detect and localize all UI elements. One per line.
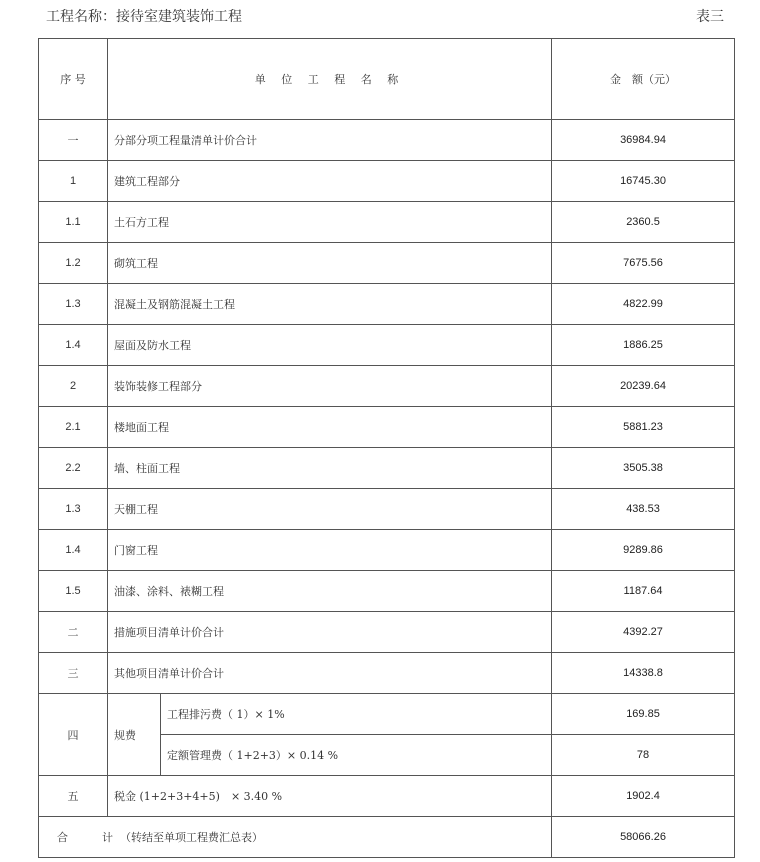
table-row — [39, 202, 735, 243]
fees-no: 四 — [39, 694, 108, 776]
tax-name: 税金 (1+2+3+4+5) × 3.40 % — [108, 776, 552, 817]
row-amount: 438.53 — [552, 489, 735, 530]
project-title: 工程名称：接待室建筑装饰工程 — [46, 9, 242, 25]
row-name: 措施项目清单计价合计 — [108, 612, 552, 653]
table-row — [39, 161, 735, 202]
header-name: 单 位 工 程 名 称 — [108, 39, 552, 120]
row-amount: 1886.25 — [552, 325, 735, 366]
total-label-a: 合 — [57, 831, 68, 844]
row-name: 天棚工程 — [108, 489, 552, 530]
fee-item-name: 定额管理费（ 1+2+3）× 0.14 % — [161, 735, 552, 776]
header-amount: 金 额（元） — [552, 39, 735, 120]
row-amount: 4392.27 — [552, 612, 735, 653]
row-amount: 3505.38 — [552, 448, 735, 489]
row-amount: 36984.94 — [552, 120, 735, 161]
row-no: 1.4 — [39, 530, 108, 571]
row-amount: 9289.86 — [552, 530, 735, 571]
table-number: 表三 — [696, 9, 724, 25]
row-name: 其他项目清单计价合计 — [108, 653, 552, 694]
row-no: 1.2 — [39, 243, 108, 284]
table-row — [39, 530, 735, 571]
row-name: 装饰装修工程部分 — [108, 366, 552, 407]
tax-amount: 1902.4 — [552, 776, 735, 817]
header-no: 序 号 — [39, 39, 108, 120]
total-label-b: 计 — [102, 831, 113, 844]
row-amount: 4822.99 — [552, 284, 735, 325]
row-amount: 20239.64 — [552, 366, 735, 407]
total-row — [39, 817, 735, 858]
row-name: 油漆、涂料、裱糊工程 — [108, 571, 552, 612]
row-no: 1.4 — [39, 325, 108, 366]
row-no: 1.5 — [39, 571, 108, 612]
table-row — [39, 243, 735, 284]
fees-label: 规费 — [108, 694, 161, 776]
table-row — [39, 325, 735, 366]
table-row — [39, 448, 735, 489]
row-amount: 2360.5 — [552, 202, 735, 243]
table-row — [39, 407, 735, 448]
row-no: 2.1 — [39, 407, 108, 448]
row-name: 建筑工程部分 — [108, 161, 552, 202]
table-row — [39, 489, 735, 530]
fee-item-name: 工程排污费（ 1）× 1% — [161, 694, 552, 735]
row-no: 一 — [39, 120, 108, 161]
row-no: 2.2 — [39, 448, 108, 489]
row-name: 墙、柱面工程 — [108, 448, 552, 489]
table-header-row — [39, 39, 735, 120]
table-row — [39, 653, 735, 694]
table-row — [39, 612, 735, 653]
row-name: 门窗工程 — [108, 530, 552, 571]
tax-no: 五 — [39, 776, 108, 817]
row-amount: 7675.56 — [552, 243, 735, 284]
row-amount: 5881.23 — [552, 407, 735, 448]
fee-item-amount: 78 — [552, 735, 735, 776]
row-no: 1.3 — [39, 284, 108, 325]
table-row — [39, 284, 735, 325]
row-name: 混凝土及钢筋混凝土工程 — [108, 284, 552, 325]
row-name: 屋面及防水工程 — [108, 325, 552, 366]
row-amount: 16745.30 — [552, 161, 735, 202]
row-amount: 1187.64 — [552, 571, 735, 612]
row-no: 1.3 — [39, 489, 108, 530]
row-amount: 14338.8 — [552, 653, 735, 694]
tax-row — [39, 776, 735, 817]
table-row — [39, 366, 735, 407]
fee-item-amount: 169.85 — [552, 694, 735, 735]
fees-row — [39, 694, 735, 735]
total-note: （转结至单项工程费汇总表） — [120, 831, 263, 844]
row-no: 三 — [39, 653, 108, 694]
cost-summary-table — [38, 38, 735, 858]
row-no: 二 — [39, 612, 108, 653]
row-no: 1 — [39, 161, 108, 202]
total-amount: 58066.26 — [552, 817, 735, 858]
row-no: 1.1 — [39, 202, 108, 243]
total-label — [39, 817, 552, 858]
row-name: 楼地面工程 — [108, 407, 552, 448]
row-no: 2 — [39, 366, 108, 407]
table-row — [39, 571, 735, 612]
table-row — [39, 120, 735, 161]
row-name: 土石方工程 — [108, 202, 552, 243]
row-name: 分部分项工程量清单计价合计 — [108, 120, 552, 161]
row-name: 砌筑工程 — [108, 243, 552, 284]
